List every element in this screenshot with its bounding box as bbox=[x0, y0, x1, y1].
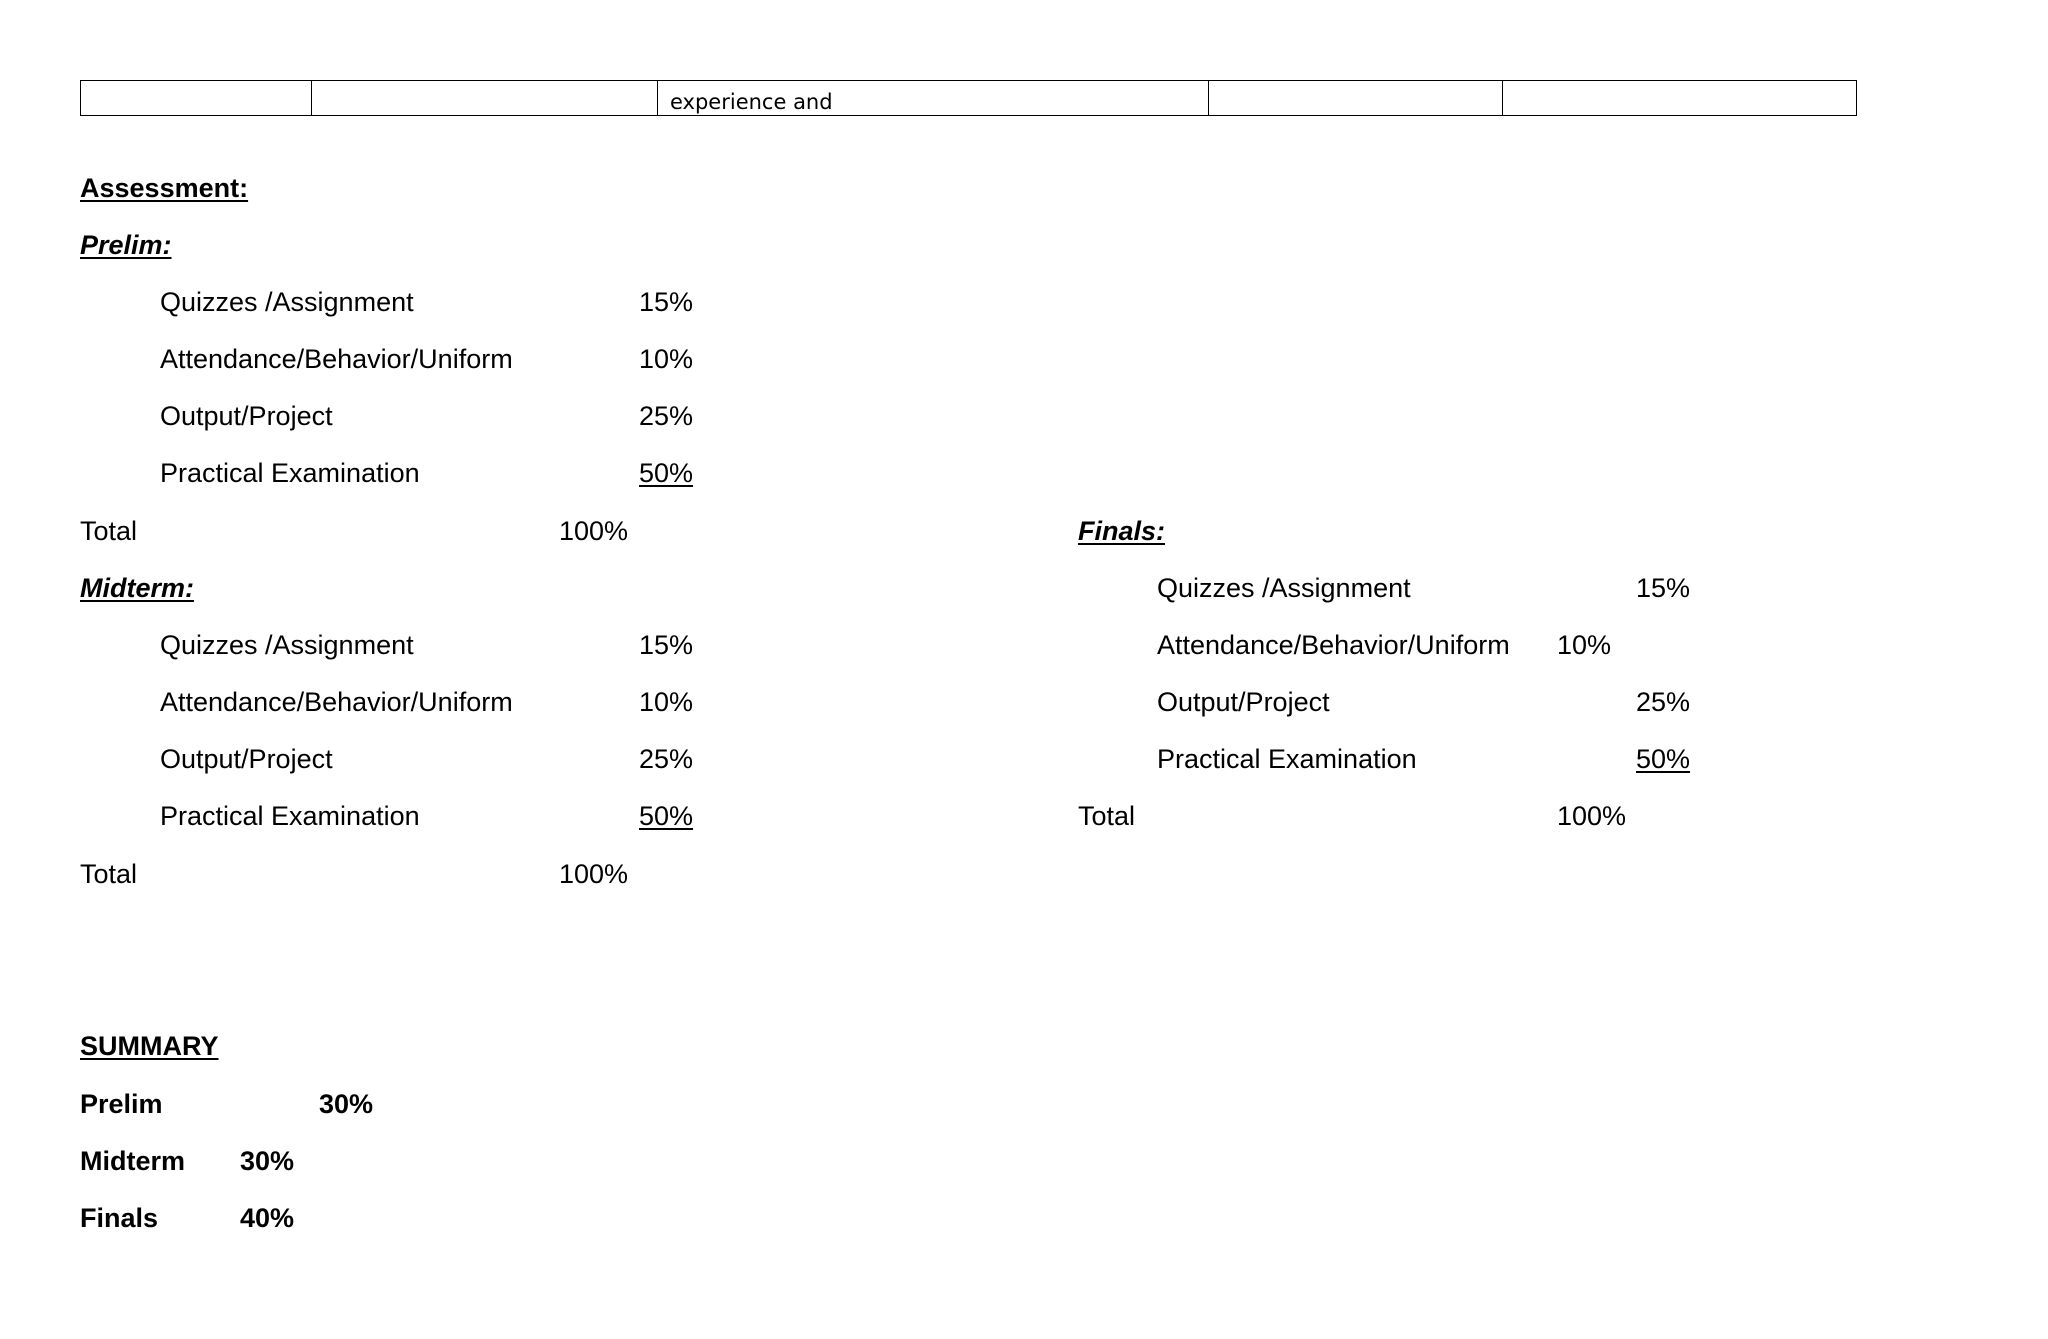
finals-item-value: 25% bbox=[1636, 687, 1691, 717]
midterm-item-value: 10% bbox=[639, 687, 694, 717]
table-cell bbox=[1209, 81, 1503, 116]
table-row bbox=[81, 81, 1857, 116]
midterm-item-label: Practical Examination bbox=[160, 801, 420, 831]
prelim-item-value: 25% bbox=[639, 401, 694, 431]
finals-item-value: 15% bbox=[1636, 573, 1691, 603]
midterm-item-value: 50% bbox=[639, 801, 694, 831]
table-fragment bbox=[80, 80, 1857, 116]
midterm-item-label: Attendance/Behavior/Uniform bbox=[160, 687, 513, 717]
finals-item-label: Practical Examination bbox=[1157, 744, 1417, 774]
table-cell bbox=[1503, 81, 1857, 116]
table-cell: experience and bbox=[658, 81, 1209, 116]
summary-row-label: Finals bbox=[80, 1203, 159, 1233]
prelim-item-value: 50% bbox=[639, 458, 694, 488]
summary-row-label: Prelim bbox=[80, 1089, 163, 1119]
midterm-total-label: Total bbox=[80, 859, 138, 889]
prelim-item-label: Quizzes /Assignment bbox=[160, 287, 414, 317]
summary-row-value: 30% bbox=[319, 1089, 374, 1119]
finals-item-label: Output/Project bbox=[1157, 687, 1330, 717]
summary-row-value: 40% bbox=[240, 1203, 295, 1233]
finals-item-label: Attendance/Behavior/Uniform bbox=[1157, 630, 1510, 660]
midterm-item-value: 15% bbox=[639, 630, 694, 660]
finals-item-value: 10% bbox=[1557, 630, 1612, 660]
prelim-heading: Prelim: bbox=[80, 230, 172, 260]
prelim-total-value: 100% bbox=[559, 516, 629, 546]
midterm-item-value: 25% bbox=[639, 744, 694, 774]
finals-total-value: 100% bbox=[1557, 801, 1627, 831]
prelim-total-label: Total bbox=[80, 516, 138, 546]
table-cell bbox=[312, 81, 658, 116]
table-cell bbox=[81, 81, 312, 116]
summary-row-value: 30% bbox=[240, 1146, 295, 1176]
midterm-total-value: 100% bbox=[559, 859, 629, 889]
finals-item-value: 50% bbox=[1636, 744, 1691, 774]
summary-row-label: Midterm bbox=[80, 1146, 186, 1176]
finals-heading: Finals: bbox=[1078, 516, 1166, 546]
prelim-item-label: Attendance/Behavior/Uniform bbox=[160, 344, 513, 374]
finals-item-label: Quizzes /Assignment bbox=[1157, 573, 1411, 603]
midterm-heading: Midterm: bbox=[80, 573, 194, 603]
finals-total-label: Total bbox=[1078, 801, 1136, 831]
prelim-item-label: Practical Examination bbox=[160, 458, 420, 488]
midterm-item-label: Quizzes /Assignment bbox=[160, 630, 414, 660]
prelim-item-value: 10% bbox=[639, 344, 694, 374]
assessment-heading: Assessment: bbox=[80, 173, 249, 203]
prelim-item-label: Output/Project bbox=[160, 401, 333, 431]
prelim-item-value: 15% bbox=[639, 287, 694, 317]
summary-heading: SUMMARY bbox=[80, 1031, 219, 1061]
midterm-item-label: Output/Project bbox=[160, 744, 333, 774]
